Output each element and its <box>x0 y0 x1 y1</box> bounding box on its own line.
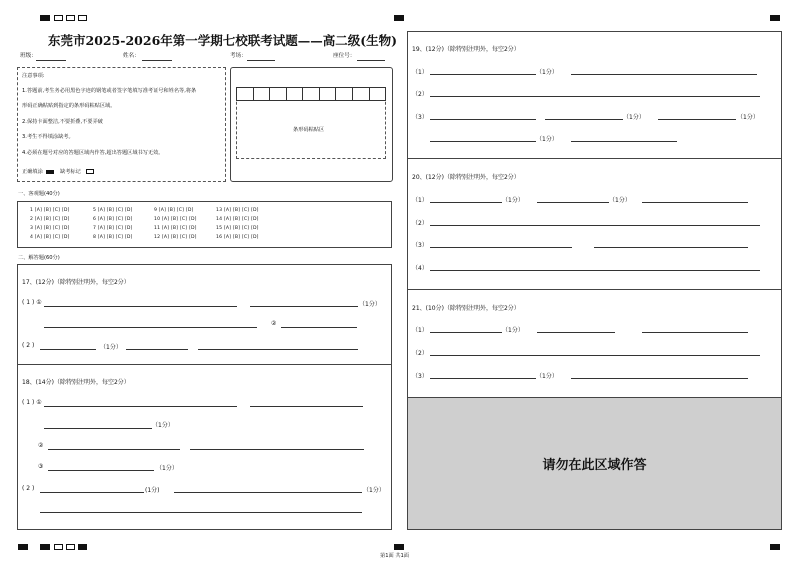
choice-options[interactable]: [A] [B] [C] [D] <box>34 226 70 231</box>
q17-blank[interactable] <box>198 349 358 350</box>
q21-title: 21、(10分)（除特别注明外，每空2分） <box>412 305 520 312</box>
q17-blank[interactable] <box>40 349 96 350</box>
q19-blank[interactable] <box>430 119 536 120</box>
q18-score: (1分) <box>145 487 160 494</box>
choice-options[interactable]: [A] [B] [C] [D] <box>34 235 70 240</box>
q19-blank[interactable] <box>545 119 623 120</box>
q18-blank[interactable] <box>40 512 362 513</box>
q20-title: 20、(12分)（除特别注明外，每空2分） <box>412 174 520 181</box>
page-code-box <box>66 544 75 550</box>
choice-column <box>30 208 70 244</box>
no-answer-label: 请勿在此区域作答 <box>542 458 647 473</box>
class-field[interactable] <box>36 60 66 61</box>
name-field-label: 姓名： <box>123 53 140 59</box>
name-field[interactable] <box>142 60 172 61</box>
q18-sub2-label: ② <box>38 442 44 449</box>
question-number: 1 <box>30 208 34 213</box>
q17-q18-divider <box>17 364 392 365</box>
seat-number-field-label: 座位号： <box>333 53 356 59</box>
q18-blank[interactable] <box>48 470 154 471</box>
subjective-heading: 二、解答题(60分) <box>18 255 60 261</box>
q21-part1-label: （1） <box>412 327 428 334</box>
choice-options[interactable]: [A] [B] [C] [D] <box>223 208 259 213</box>
q17-part2-label: ( 2 ) <box>22 342 35 349</box>
q19-score: （1分） <box>536 69 558 76</box>
exam-number-cells <box>236 87 386 101</box>
corner-mark-top-right <box>770 15 780 21</box>
corner-mark-bottom-left <box>18 544 28 550</box>
q20-score: （1分） <box>502 197 524 204</box>
q20-part2-label: （2） <box>412 220 428 227</box>
choice-options[interactable]: [A] [B] [C] [D] <box>223 226 259 231</box>
q21-blank[interactable] <box>430 355 760 356</box>
q21-blank[interactable] <box>430 378 536 379</box>
choice-options[interactable]: [A] [B] [C] [D] <box>97 226 133 231</box>
seat-number-field[interactable] <box>357 60 385 61</box>
choice-options[interactable]: [A] [B] [C] [D] <box>97 208 133 213</box>
q18-blank[interactable] <box>174 492 362 493</box>
page-code-mark <box>78 544 87 550</box>
q20-part3-label: （3） <box>412 242 428 249</box>
page-code-box <box>54 15 63 21</box>
choice-options[interactable]: [A] [B] [C] [D] <box>34 217 70 222</box>
question-number: 15 <box>216 226 223 231</box>
q18-part2-label: ( 2 ) <box>22 485 35 492</box>
objective-heading: 一、客观题(40分) <box>18 191 60 197</box>
corner-mark-top-left <box>40 15 50 21</box>
q17-blank[interactable] <box>44 306 237 307</box>
absent-mark-checkbox[interactable] <box>86 169 94 174</box>
q18-blank[interactable] <box>44 406 237 407</box>
fill-correct-label: 正确填涂 <box>22 169 43 175</box>
q21-part3-label: （3） <box>412 373 428 380</box>
barcode-label: 条形码粘贴区 <box>293 127 325 133</box>
q20-blank[interactable] <box>430 225 760 226</box>
question-number: 16 <box>216 235 223 240</box>
no-answer-area <box>407 397 782 530</box>
exam-room-field-label: 考场： <box>230 53 247 59</box>
question-number: 12 <box>154 235 161 240</box>
q17-part1-label: ( 1 ) ① <box>22 299 42 306</box>
q18-blank[interactable] <box>190 449 364 450</box>
q19-part3-label: （3） <box>412 114 428 121</box>
q19-blank[interactable] <box>430 96 760 97</box>
q19-title: 19、(12分)（除特别注明外，每空2分） <box>412 46 520 53</box>
q17-q18-answer-box <box>17 264 392 530</box>
page-footer: 第1面 共1面 <box>380 553 409 559</box>
question-number: 3 <box>30 226 34 231</box>
exam-number-cell[interactable] <box>353 87 370 101</box>
q17-title: 17、(12分)（除特别注明外，每空2分） <box>22 279 130 286</box>
question-number: 8 <box>93 235 97 240</box>
q17-blank[interactable] <box>44 327 257 328</box>
q17-blank[interactable] <box>126 349 188 350</box>
q19-blank[interactable] <box>658 119 736 120</box>
q18-blank[interactable] <box>250 406 363 407</box>
choice-options[interactable]: [A] [B] [C] [D] <box>223 217 259 222</box>
exam-number-cell[interactable] <box>336 87 353 101</box>
q21-blank[interactable] <box>430 332 502 333</box>
notice-item: 4.必须在题号对应的答题区域内作答,超出答题区域书写无效。 <box>22 150 164 156</box>
q21-part2-label: （2） <box>412 350 428 357</box>
q20-blank[interactable] <box>430 247 572 248</box>
q19-q20-divider <box>407 158 782 159</box>
notice-heading: 注意事项: <box>22 73 45 79</box>
q18-sub3-label: ③ <box>38 463 44 470</box>
question-number: 7 <box>93 226 97 231</box>
q18-blank[interactable] <box>40 492 144 493</box>
choice-options[interactable]: [A] [B] [C] [D] <box>161 226 197 231</box>
q19-blank[interactable] <box>571 141 677 142</box>
q19-score: （1分） <box>623 114 645 121</box>
choice-column <box>93 208 133 244</box>
absent-mark-label: 缺考标记 <box>60 169 81 175</box>
q18-score: （1分） <box>363 487 385 494</box>
exam-number-cell[interactable] <box>270 87 287 101</box>
corner-mark-bottom-center <box>394 544 404 550</box>
q19-blank[interactable] <box>430 141 536 142</box>
question-number: 9 <box>154 208 158 213</box>
q20-score: （1分） <box>609 197 631 204</box>
choice-options[interactable]: [A] [B] [C] [D] <box>158 208 194 213</box>
q19-blank[interactable] <box>430 74 536 75</box>
exam-number-cell[interactable] <box>236 87 254 101</box>
choice-options[interactable]: [A] [B] [C] [D] <box>161 235 197 240</box>
class-field-label: 班级： <box>20 53 37 59</box>
q20-part1-label: （1） <box>412 197 428 204</box>
page-title: 东莞市2025-2026年第一学期七校联考试题——高二级(生物) <box>48 33 398 48</box>
q17-sub2-label: ② <box>271 320 277 327</box>
page-code-box <box>54 544 63 550</box>
question-number: 10 <box>154 217 161 222</box>
notice-item: 3.考生不得填涂缺考。 <box>22 134 74 140</box>
q17-score: （1分） <box>359 301 381 308</box>
question-number: 2 <box>30 217 34 222</box>
q20-blank[interactable] <box>537 202 609 203</box>
q20-q21-divider <box>407 289 782 290</box>
choice-options[interactable]: [A] [B] [C] [D] <box>97 217 133 222</box>
exam-number-cell[interactable] <box>303 87 320 101</box>
q21-blank[interactable] <box>642 332 748 333</box>
question-number: 13 <box>216 208 223 213</box>
exam-number-cell[interactable] <box>370 87 387 101</box>
q20-blank[interactable] <box>430 270 760 271</box>
fill-correct-sample-icon <box>46 170 54 174</box>
notice-item: 2.保持卡面整洁,不要折叠,不要弄破 <box>22 119 103 125</box>
page-code-box <box>66 15 75 21</box>
choice-options[interactable]: [A] [B] [C] [D] <box>161 217 197 222</box>
q17-blank[interactable] <box>281 327 357 328</box>
q21-blank[interactable] <box>571 378 748 379</box>
q20-blank[interactable] <box>594 247 748 248</box>
exam-room-field[interactable] <box>247 60 275 61</box>
q20-blank[interactable] <box>430 202 502 203</box>
question-number: 11 <box>154 226 161 231</box>
q18-blank[interactable] <box>48 449 180 450</box>
q18-blank[interactable] <box>44 428 152 429</box>
choice-column <box>216 208 259 244</box>
notice-item: 形码正确粘贴到指定的条形码粘贴区域。 <box>22 103 116 109</box>
q19-blank[interactable] <box>571 74 757 75</box>
q19-part1-label: （1） <box>412 69 428 76</box>
corner-mark-top-center <box>394 15 404 21</box>
q20-blank[interactable] <box>642 202 748 203</box>
question-number: 14 <box>216 217 223 222</box>
q17-blank[interactable] <box>250 306 358 307</box>
page-code-box <box>78 15 87 21</box>
q19-part2-label: （2） <box>412 91 428 98</box>
choice-options[interactable]: [A] [B] [C] [D] <box>223 235 259 240</box>
question-number: 4 <box>30 235 34 240</box>
q18-part1-label: ( 1 ) ① <box>22 399 42 406</box>
notice-item: 1.答题前,考生务必用黑色字迹的钢笔或者签字笔填写准考证号和姓名等,将条 <box>22 88 197 94</box>
q17-score: （1分） <box>100 344 122 351</box>
q19-score: （1分） <box>536 136 558 143</box>
exam-number-cell[interactable] <box>254 87 271 101</box>
q21-score: （1分） <box>502 327 524 334</box>
choice-column <box>154 208 197 244</box>
question-number: 5 <box>93 208 97 213</box>
objective-answer-box <box>17 201 392 248</box>
q18-title: 18、(14分)（除特别注明外，每空2分） <box>22 379 130 386</box>
q18-score: （1分） <box>156 465 178 472</box>
choice-options[interactable]: [A] [B] [C] [D] <box>97 235 133 240</box>
q20-part4-label: （4） <box>412 265 428 272</box>
exam-number-cell[interactable] <box>320 87 337 101</box>
q18-score: （1分） <box>152 422 174 429</box>
q19-score: （1分） <box>737 114 759 121</box>
q21-score: （1分） <box>536 373 558 380</box>
exam-number-cell[interactable] <box>287 87 304 101</box>
q21-blank[interactable] <box>537 332 615 333</box>
choice-options[interactable]: [A] [B] [C] [D] <box>34 208 70 213</box>
page-code-mark <box>40 544 50 550</box>
question-number: 6 <box>93 217 97 222</box>
corner-mark-bottom-right <box>770 544 780 550</box>
